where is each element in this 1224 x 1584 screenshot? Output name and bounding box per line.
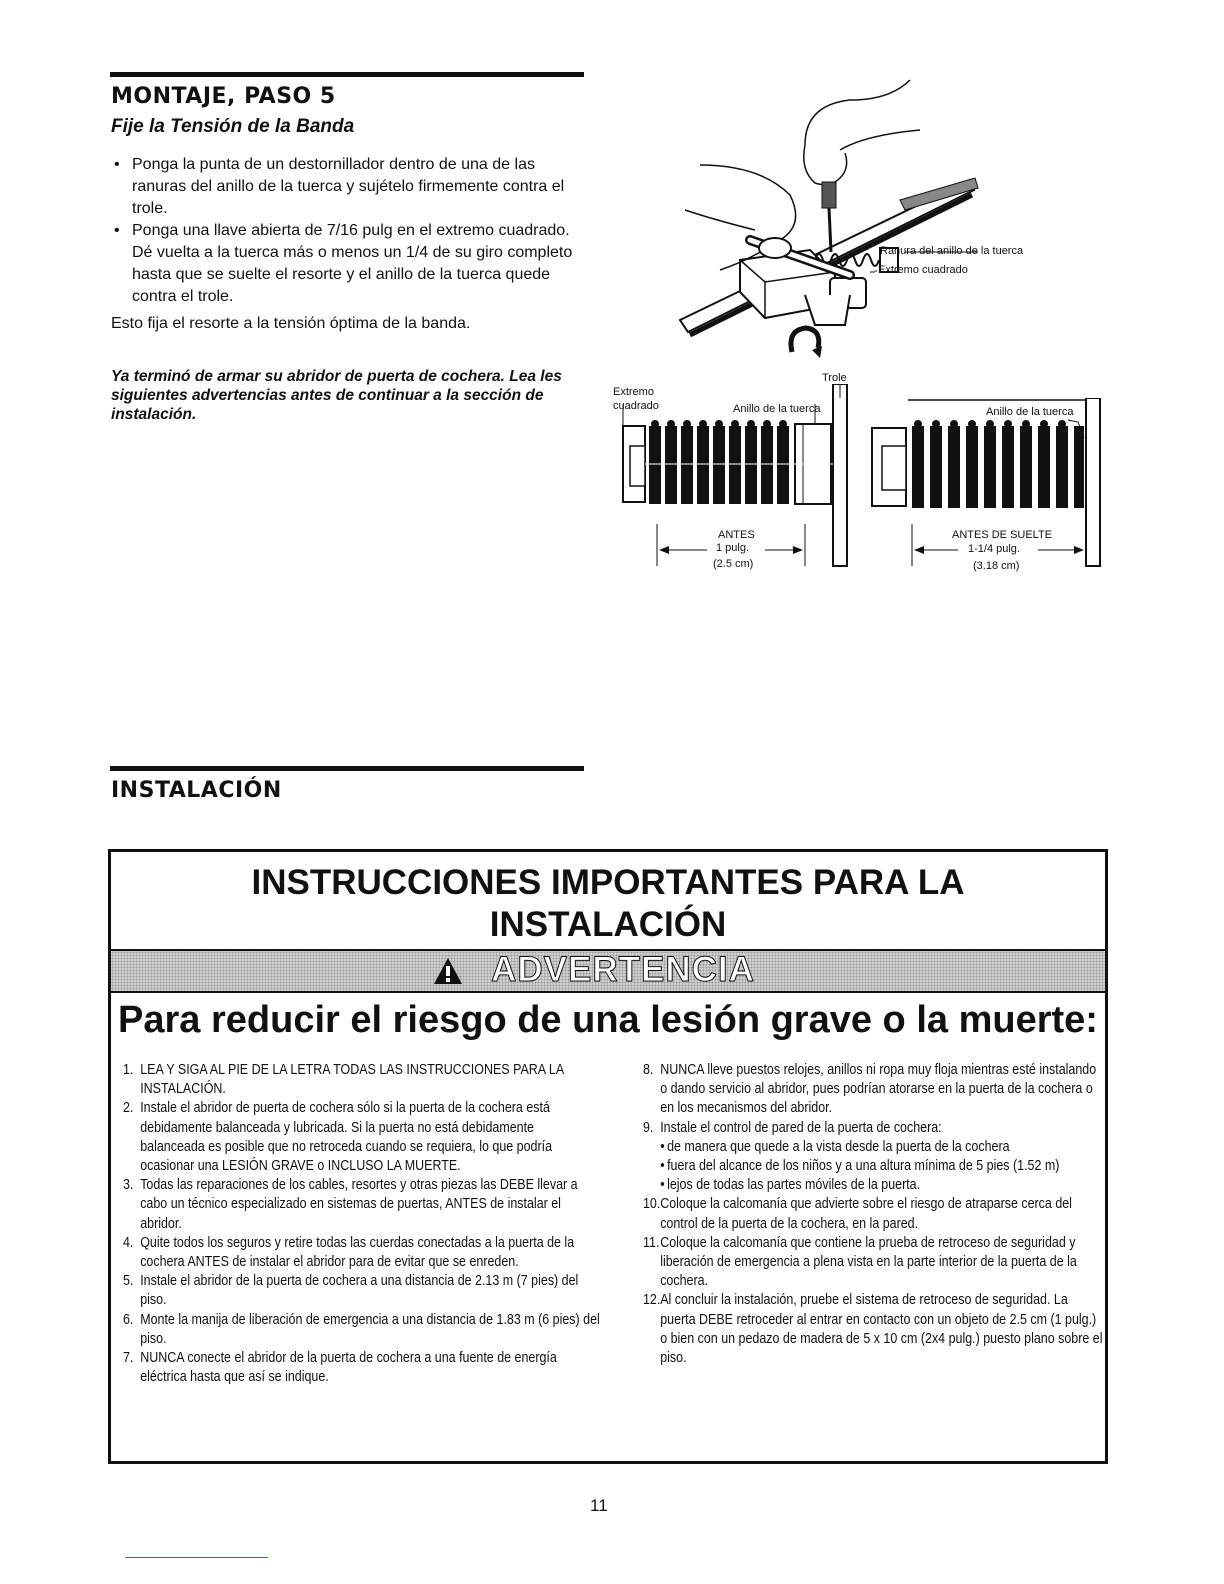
list-item: 9. Instale el control de pared de la puerta de cochera: xyxy=(643,1119,942,1136)
list-item: 1. LEA Y SIGA AL PIE DE LA LETRA TODAS LAS INSTRUCCIONES PARA LA INSTALACIÓN. xyxy=(123,1062,564,1098)
before-measure: 1 pulg. xyxy=(716,542,750,554)
after-metric: (3.18 cm) xyxy=(973,560,1020,572)
tension-paragraph: Esto fija el resorte a la tensión óptima de la banda. xyxy=(111,315,471,332)
section-rule-instalacion xyxy=(110,766,584,771)
list-item: 2. Instale el abridor de puerta de cochera sólo si la puerta de la cochera está debidamente balanceada y lubricada. Si la puerta no está debidamente balanceada es posible que no retroceda cuando se requiera, lo que podría ocasionar una LESIÓN GRAVE o INCLUSO LA MUERTE. xyxy=(123,1100,553,1175)
list-subitem: • fuera del alcance de los niños y a una altura mínima de 5 pies (1.52 m) xyxy=(660,1158,1060,1175)
label-anillo-after: Anillo de la tuerca xyxy=(986,406,1074,418)
list-subitem: • lejos de todas las partes móviles de la puerta. xyxy=(660,1177,921,1194)
list-subitem: • de manera que quede a la vista desde la puerta de la cochera xyxy=(660,1138,1010,1155)
after-measure: 1-1/4 pulg. xyxy=(968,543,1020,555)
list-item: 5. Instale el abridor de la puerta de cochera a una distancia de 2.13 m (7 pies) del piso. xyxy=(123,1273,579,1309)
section-subheading: Fije la Tensión de la Banda xyxy=(111,116,355,137)
warning-signal-band xyxy=(111,949,1105,993)
warning-title-line2: INSTALACIÓN xyxy=(489,905,727,944)
list-item: 10. Coloque la calcomanía que advierte sobre el riesgo de atraparse cerca del control de la puerta de la cochera, en la pared. xyxy=(643,1196,1072,1232)
label-anillo-before: Anillo de la tuerca xyxy=(733,403,821,415)
label-trole: Trole xyxy=(822,372,847,384)
list-item: 4. Quite todos los seguros y retire todas las cuerdas conectadas a la puerta de la cochera ANTES de instalar el abridor para de evitar que se enreden. xyxy=(123,1234,575,1271)
page-number: 11 xyxy=(590,1496,608,1515)
warning-list-right xyxy=(643,1061,1103,1368)
list-item: 3. Todas las reparaciones de los cables, resortes y otras piezas las DEBE llevar a cabo un técnico especializado en sistemas de puertas, ANTES de instalar el abridor. xyxy=(123,1177,578,1232)
instruction-list xyxy=(110,154,580,308)
label-extremo-left-2: cuadrado xyxy=(613,400,659,412)
section-heading-instalacion: INSTALACIÓN xyxy=(111,778,282,803)
section-heading-montaje: MONTAJE, PASO 5 xyxy=(111,84,336,109)
warning-list-left xyxy=(123,1061,600,1387)
before-metric: (2.5 cm) xyxy=(713,558,754,570)
label-extremo-cuadrado: Extremo cuadrado xyxy=(878,264,968,276)
list-item: 7. NUNCA conecte el abridor de la puerta de cochera a una fuente de energía eléctrica hasta que así se indique. xyxy=(123,1350,557,1386)
list-item: 6. Monte la manija de liberación de emergencia a una distancia de 1.83 m (6 pies) del piso. xyxy=(123,1311,600,1347)
list-item: 12. Al concluir la instalación, pruebe el sistema de retroceso de seguridad. La puerta DEBE retroceder al entrar en contacto con un objeto de 2.5 cm (1 pulg.) o bien con un pedazo de madera de 5 x 10 cm (2x4 pulg.) puesto plano sobre el piso. xyxy=(643,1292,1103,1367)
section-rule-top xyxy=(110,72,584,77)
label-ranura: Ranura del anillo de la tuerca xyxy=(880,245,1024,257)
instruction-item: • Ponga la punta de un destornillador dentro de una de las ranuras del anillo de la tuerca y sujételo firmemente contra el trole. xyxy=(110,154,580,220)
footer-divider xyxy=(125,1557,268,1558)
after-caption: ANTES DE SUELTE xyxy=(952,529,1053,541)
instruction-item: • Ponga una llave abierta de 7/16 pulg en el extremo cuadrado. Dé vuelta a la tuerca más o menos un 1/4 de su giro completo hasta que se suelte el resorte y el anillo de la tuerca quede contra el trole. xyxy=(110,220,580,308)
list-item: 11. Coloque la calcomanía que contiene la prueba de retroceso de seguridad y liberación de emergencia a plena vista en la parte interior de la puerta de la cochera. xyxy=(643,1234,1077,1290)
warning-title-line1: INSTRUCCIONES IMPORTANTES PARA LA xyxy=(251,863,965,902)
warning-box xyxy=(108,849,1108,1464)
label-extremo-left-1: Extremo xyxy=(613,386,654,398)
tension-illustration xyxy=(600,60,1120,360)
signal-word: ADVERTENCIA xyxy=(491,950,755,989)
assembly-complete-note: Ya terminó de armar su abridor de puerta de cochera. Lea les siguientes advertencias antes de continuar a la sección de instalación. xyxy=(111,368,562,423)
before-caption: ANTES xyxy=(718,529,755,541)
warning-subtitle: Para reducir el riesgo de una lesión grave o la muerte: xyxy=(118,999,1098,1041)
list-item: 8. NUNCA lleve puestos relojes, anillos ni ropa muy floja mientras esté instalando o dando servicio al abridor, pues podrían atorarse en la puerta de la cochera o en los mecanismos del abridor. xyxy=(643,1062,1097,1117)
warning-title xyxy=(111,862,1105,946)
